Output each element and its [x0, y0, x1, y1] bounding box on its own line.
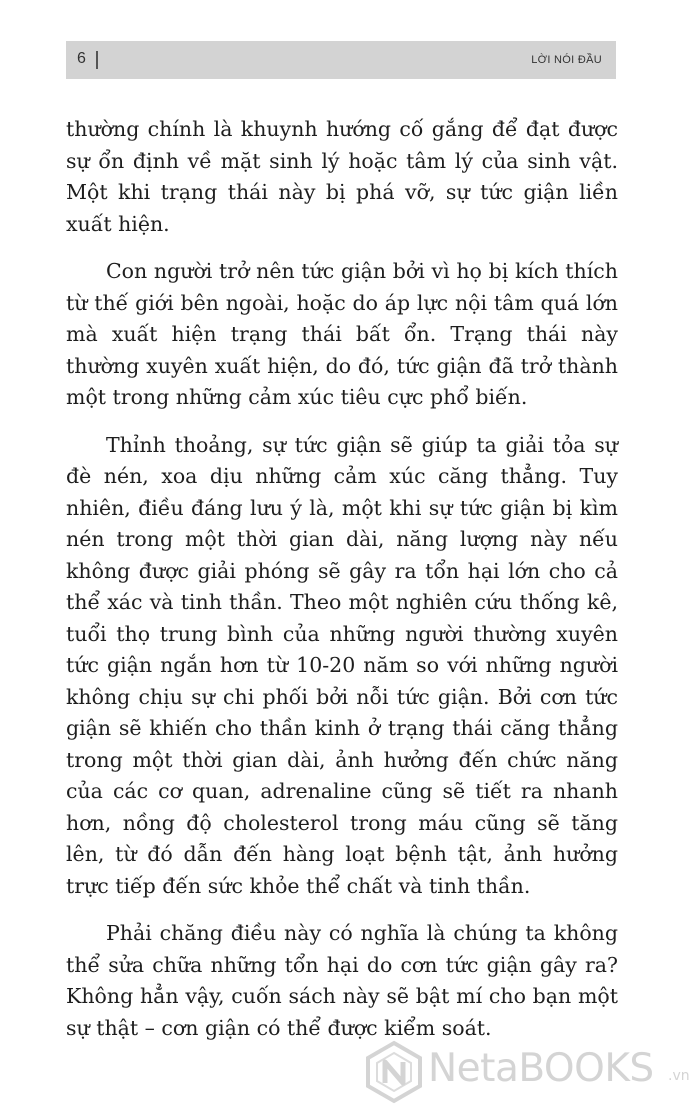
netabooks-logo-icon — [364, 1040, 424, 1104]
watermark-suffix: .vn — [668, 1068, 690, 1084]
paragraph: Thỉnh thoảng, sự tức giận sẽ giúp ta giải tỏa sự đè nén, xoa dịu những cảm xúc căng thẳng. Tuy nhiên, điều đáng lưu ý là, một khi sự tức giận bị kìm nén trong một thời gian dài, năng lượng này nếu không được giải phóng sẽ gây ra tổn hại lớn cho cả thể xác và tinh thần. Theo một nghiên cứu thống kê, tuổi thọ trung bình của những người thường xuyên tức giận ngắn hơn từ 10-20 năm so với những người không chịu sự chi phối bởi nỗi tức giận. Bởi cơn tức giận sẽ khiến cho thần kinh ở trạng thái căng thẳng trong một thời gian dài, ảnh hưởng đến chức năng của các cơ quan, adrenaline cũng sẽ tiết ra nhanh hơn, nồng độ cholesterol trong máu cũng sẽ tăng lên, từ đó dẫn đến hàng loạt bệnh tật, ảnh hưởng trực tiếp đến sức khỏe thể chất và tinh thần. — [66, 432, 618, 898]
page-header — [66, 41, 616, 79]
header-divider — [96, 51, 98, 69]
running-title: LỜI NÓI ĐẦU — [531, 54, 602, 66]
page-number: 6 — [77, 50, 86, 67]
page-body — [66, 114, 618, 1044]
paragraph: Phải chăng điều này có nghĩa là chúng ta không thể sửa chữa những tổn hại do cơn tức giận gây ra? Không hẳn vậy, cuốn sách này sẽ bật mí cho bạn một sự thật – cơn giận có thể được kiểm soát. — [66, 921, 618, 1040]
paragraph: Con người trở nên tức giận bởi vì họ bị kích thích từ thế giới bên ngoài, hoặc do áp lực nội tâm quá lớn mà xuất hiện trạng thái bất ổn. Trạng thái này thường xuyên xuất hiện, do đó, tức giận đã trở thành một trong những cảm xúc tiêu cực phổ biến. — [66, 259, 618, 409]
watermark — [364, 1040, 694, 1104]
watermark-brand: NetaBOOKS — [428, 1046, 654, 1091]
paragraph-continued: thường chính là khuynh hướng cố gắng để đạt được sự ổn định về mặt sinh lý hoặc tâm lý của sinh vật. Một khi trạng thái này bị phá vỡ, sự tức giận liền xuất hiện. — [66, 117, 618, 236]
